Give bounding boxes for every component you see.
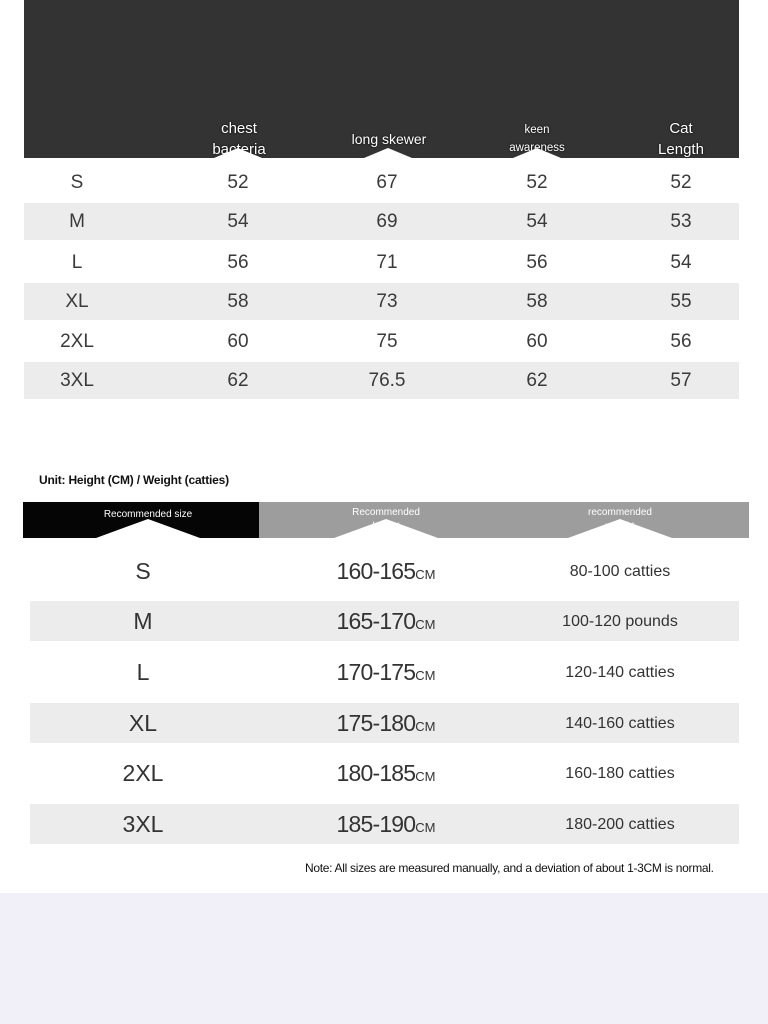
size-cell: S: [135, 558, 151, 584]
chest-cell: 56: [227, 252, 249, 273]
header-notch: [214, 148, 262, 158]
measurement-note: Note: All sizes are measured manually, and a deviation of about 1-3CM is normal.: [305, 861, 714, 875]
shoulder-cell: 54: [526, 211, 548, 232]
table-row: [30, 652, 739, 692]
height-cell: 185-190CM: [336, 811, 436, 837]
header-recommended-weight: recommended weight: [588, 507, 652, 532]
table-row: [24, 283, 739, 320]
table-row: [24, 244, 739, 281]
header-size-chart: Recommended size chart: [103, 509, 193, 534]
size-cell: M: [133, 608, 153, 634]
cat-length-cell: 55: [670, 291, 692, 312]
header-shoulder: keen awareness: [509, 124, 565, 154]
height-cell: 160-165CM: [336, 558, 436, 584]
size-cell: 3XL: [60, 370, 94, 391]
size-cell: XL: [128, 710, 158, 736]
size-cell: L: [136, 659, 150, 685]
table-row: [24, 323, 739, 360]
chest-cell: 52: [227, 172, 249, 193]
recommendation-table-header: [23, 502, 749, 538]
table-row: [30, 551, 739, 591]
header-notch: [513, 148, 561, 158]
length-cell: 67: [376, 172, 398, 193]
weight-cell: 180-200 catties: [565, 816, 675, 833]
table-row: [30, 601, 739, 641]
chest-cell: 62: [227, 370, 249, 391]
height-cell: 165-170CM: [336, 608, 436, 634]
shoulder-cell: 58: [526, 291, 548, 312]
table-row: [24, 164, 739, 201]
size-cell: 3XL: [122, 811, 164, 837]
cat-length-cell: 52: [670, 172, 692, 193]
chest-cell: 58: [227, 291, 249, 312]
header-length: long skewer: [351, 131, 427, 147]
chest-cell: 60: [227, 331, 249, 352]
length-cell: 76.5: [368, 370, 406, 391]
table-row: [24, 203, 739, 240]
size-cell: S: [70, 172, 84, 193]
length-cell: 73: [376, 291, 398, 312]
shoulder-cell: 56: [526, 252, 548, 273]
height-cell: 180-185CM: [336, 760, 436, 786]
table-row: [24, 362, 739, 399]
shoulder-cell: 60: [526, 331, 548, 352]
shoulder-cell: 52: [526, 172, 548, 193]
header-chest: chest bacteria: [212, 120, 266, 158]
cat-length-cell: 54: [670, 252, 692, 273]
size-cell: 2XL: [60, 331, 94, 352]
weight-cell: 120-140 catties: [565, 664, 675, 681]
weight-cell: 140-160 catties: [565, 715, 675, 732]
height-cell: 170-175CM: [336, 659, 436, 685]
weight-cell: 160-180 catties: [565, 765, 675, 782]
size-cell: L: [71, 252, 83, 273]
header-cat-length: Cat Length: [658, 120, 704, 158]
length-cell: 75: [376, 331, 398, 352]
length-cell: 71: [376, 252, 398, 273]
length-cell: 69: [376, 211, 398, 232]
unit-label: Unit: Height (CM) / Weight (catties): [39, 473, 229, 487]
height-cell: 175-180CM: [336, 710, 436, 736]
measurement-table-header: [24, 0, 739, 158]
weight-cell: 100-120 pounds: [562, 613, 678, 630]
chest-cell: 54: [227, 211, 249, 232]
cat-length-cell: 53: [670, 211, 692, 232]
weight-cell: 80-100 catties: [569, 563, 671, 580]
cat-length-cell: 57: [670, 370, 692, 391]
table-row: [30, 804, 739, 844]
cat-length-cell: 56: [670, 331, 692, 352]
header-recommended-height: Recommended height: [352, 507, 420, 532]
table-row: [30, 703, 739, 743]
header-notch: [364, 148, 412, 158]
size-cell: 2XL: [122, 760, 164, 786]
size-cell: XL: [65, 291, 89, 312]
table-row: [30, 753, 739, 793]
shoulder-cell: 62: [526, 370, 548, 391]
size-cell: M: [69, 211, 85, 232]
